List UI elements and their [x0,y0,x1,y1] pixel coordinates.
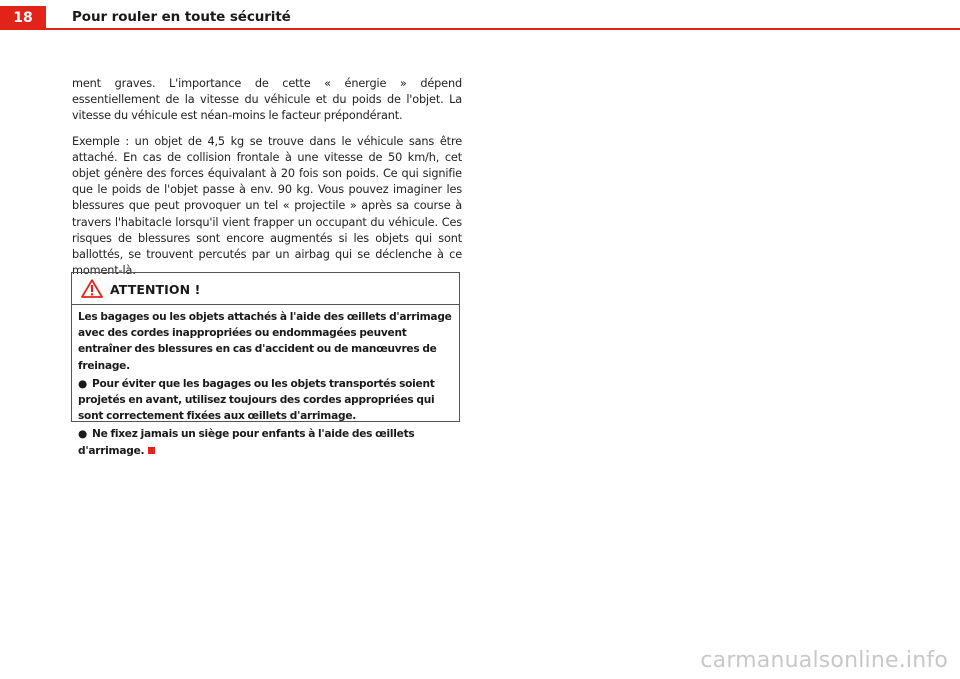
warning-bullet-text: Pour éviter que les bagages ou les objets transportés soient projetés en avant, utilisez toujours des cordes appropriées qui sont correctement fixées aux œillets d'arrimage. [78,377,435,423]
warning-bullet-text: Ne fixez jamais un siège pour enfants à l'aide des œillets d'arrimage. [78,428,415,457]
warning-title: ATTENTION ! [110,282,201,297]
paragraph: ment graves. L'importance de cette « énergie » dépend essentiellement de la vitesse du véhicule et du poids de l'objet. La vitesse du véhicule est néan-moins le facteur prépondérant. [72,77,462,123]
warning-triangle-icon [81,279,103,298]
page-header [0,0,960,30]
bullet-icon: ● [78,377,87,390]
page-number: 18 [0,6,46,30]
warning-bullet-item [78,376,453,425]
watermark: carmanualsonline.info [700,648,948,673]
end-square-icon [148,447,155,454]
running-title: Pour rouler en toute sécurité [72,9,291,25]
warning-intro: Les bagages ou les objets attachés à l'aide des œillets d'arrimage avec des cordes inappropriées ou endommagées peuvent entraîner des blessures en cas d'accident ou de manœuvres de freinage. [78,311,452,372]
warning-bullet-item [78,426,453,458]
body-text [72,76,462,288]
paragraph: Exemple : un objet de 4,5 kg se trouve dans le véhicule sans être attaché. En cas de collision frontale à une vitesse de 50 km/h, cet objet génère des forces équivalant à 20 fois son poids. Ce qui signifie que le poids de l'objet passe à env. 90 kg. Vous pouvez imaginer les blessures que peut provoquer un tel « projectile » après sa course à travers l'habitacle lorsqu'il vient frapper un occupant du véhicule. Ces risques de blessures sont encore augmentés si les objets qui sont ballottés, se trouvent percutés par un airbag qui se déclenche à ce moment-là. [72,134,462,278]
warning-header [72,273,459,305]
warning-content [72,305,459,459]
bullet-icon: ● [78,428,87,441]
warning-box [71,272,460,457]
header-rule [0,28,960,30]
